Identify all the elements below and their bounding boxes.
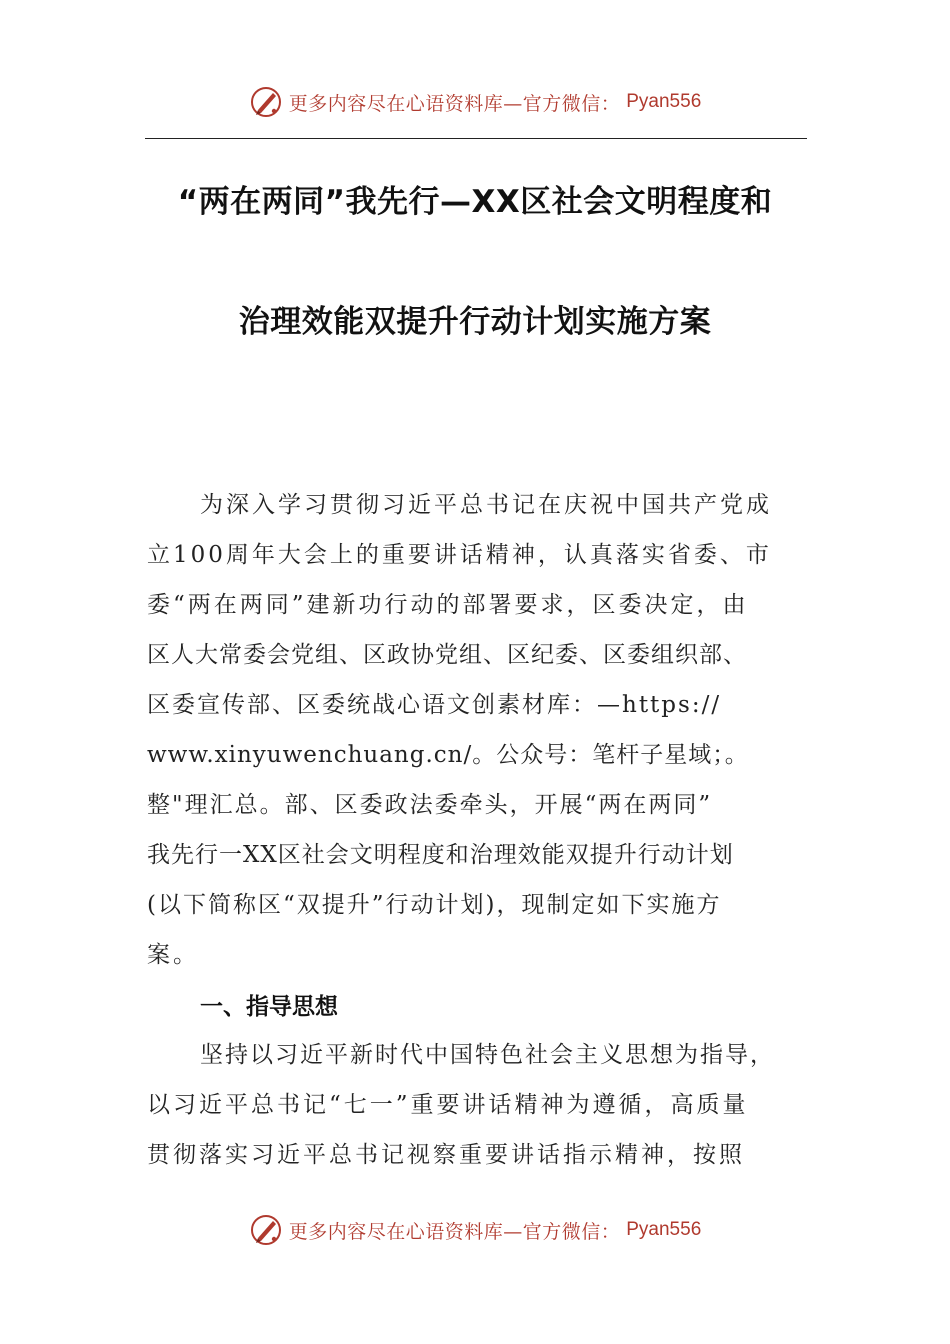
section-heading: 一、指导思想: [200, 994, 338, 1020]
banner-text: 更多内容尽在心语资料库—官方微信：: [288, 1220, 621, 1243]
paragraph-line: 区人大常委会党组、区政协党组、区纪委、区委组织部、: [147, 642, 747, 668]
paragraph-line: 案。: [147, 942, 199, 968]
paragraph-line: 贯彻落实习近平总书记视察重要讲话指示精神，按照: [147, 1142, 745, 1168]
pen-logo-icon: [249, 85, 283, 119]
paragraph-line: 为深入学习贯彻习近平总书记在庆祝中国共产党成: [200, 492, 772, 518]
paragraph-line: 区委宣传部、区委统战心语文创素材库：—https://: [147, 692, 722, 718]
header-banner: [0, 82, 950, 122]
banner-handle: Pyan556: [626, 91, 702, 112]
banner-handle: Pyan556: [626, 1219, 702, 1240]
paragraph-line: (以下简称区“双提升”行动计划)，现制定如下实施方: [147, 892, 722, 918]
paragraph-line: 以习近平总书记“七一”重要讲话精神为遵循，高质量: [147, 1092, 749, 1118]
paragraph-line: 立100周年大会上的重要讲话精神，认真落实省委、市: [147, 542, 772, 568]
footer-banner: [0, 1210, 950, 1250]
header-divider: [145, 138, 807, 139]
paragraph-line: 委“两在两同”建新功行动的部署要求，区委决定，由: [147, 592, 749, 618]
paragraph-line: 坚持以习近平新时代中国特色社会主义思想为指导，: [200, 1042, 775, 1068]
paragraph-line: 整"理汇总。部、区委政法委牵头，开展“两在两同”: [147, 792, 713, 818]
paragraph-line: www.xinyuwenchuang.cn/。公众号：笔杆子星域；。: [147, 742, 749, 768]
banner-text: 更多内容尽在心语资料库—官方微信：: [288, 92, 621, 115]
pen-logo-icon: [249, 1213, 283, 1247]
document-title-line-1: “两在两同”我先行—XX区社会文明程度和: [177, 184, 773, 220]
document-title-line-2: 治理效能双提升行动计划实施方案: [238, 304, 712, 340]
paragraph-line: 我先行一XX区社会文明程度和治理效能双提升行动计划: [147, 842, 734, 868]
